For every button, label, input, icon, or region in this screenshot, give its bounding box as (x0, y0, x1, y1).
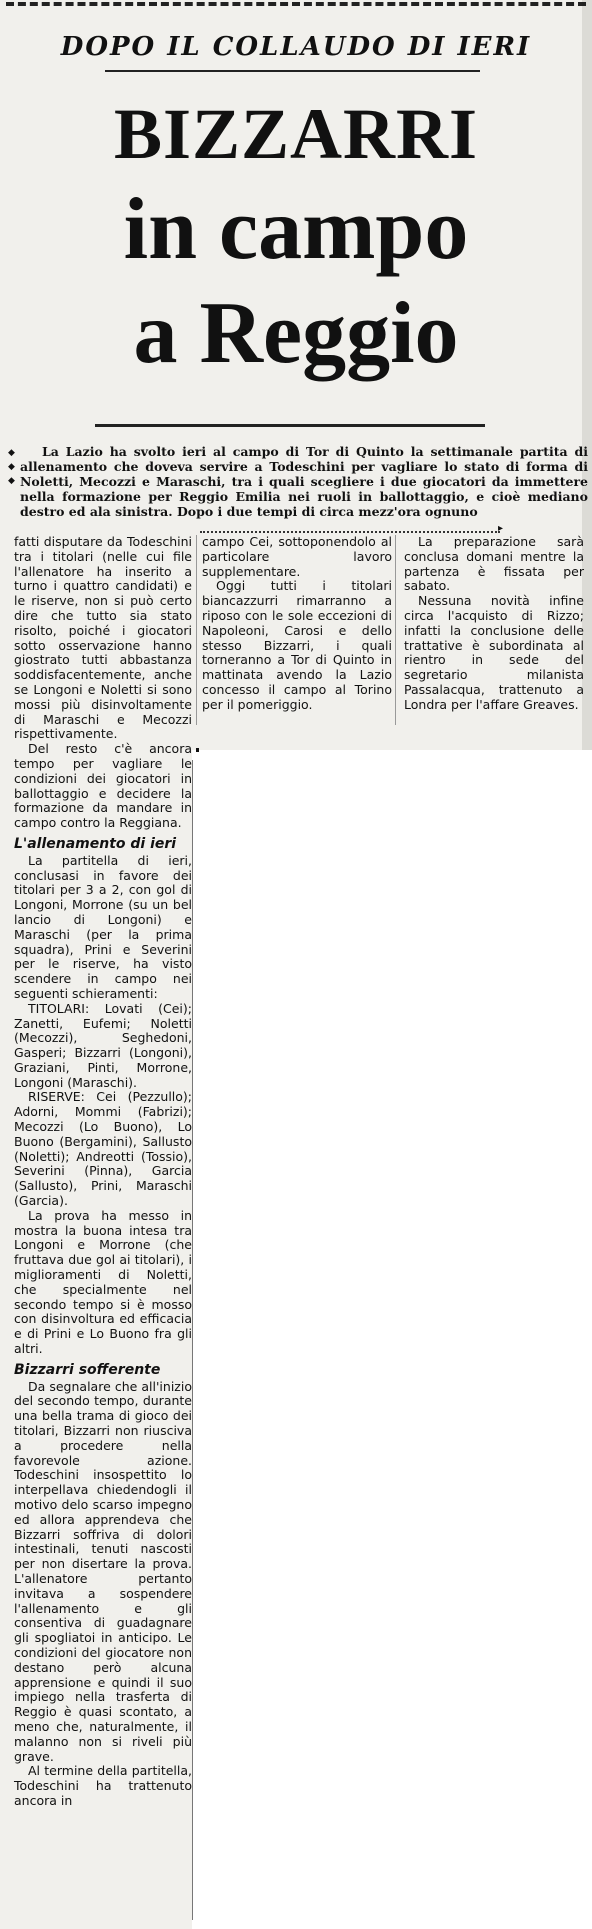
lede-text: La Lazio ha svolto ieri al campo di Tor di Quinto la settimanale partita di allenamento che doveva servire a Todeschini per vagliare lo stato di forma di Noletti, Mecozzi e Maraschi, tra i quali sceglierе i due giocatori da immettere nella formazione per Reggio Emilia nei ruoli in ballottaggio, e cioè mediano destro ed ala sinistra. Dopo i due tempi di circa mezz'ora ognuno (20, 444, 588, 519)
column-3 (404, 535, 584, 713)
body-paragraph: Del resto c'è ancora tempo per vagliare le condizioni dei giocatori in ballottaggio e decidere la formazione da mandare in campo contro la Reggiana. (14, 741, 192, 831)
column-2 (202, 535, 392, 713)
top-border-rule (6, 2, 586, 16)
body-paragraph: Oggi tutti i titolari biancazzurri rimarranno a riposo con le sole eccezioni di Napoleoni, Carosi e dello stesso Bizzarri, i quali torneranno a Tor di Quinto in mattinata avendo la Lazio concesso il campo al Torino per il pomeriggio. (202, 578, 392, 712)
headline-line-1: BIZZARRI (113, 94, 479, 174)
column-divider (196, 535, 197, 725)
headline (0, 90, 592, 386)
subheading: L'allenamento di ieri (14, 835, 177, 852)
continuation-arrow-icon: ▸ (498, 523, 504, 534)
body-paragraph: fatti disputare da Todeschini tra i titolari (nelle cui file l'allenatore ha inserito a turno i quattro candidati) e le riserve, non si può certo dire che tutto sia stato risolto, poiché i giocatori sotto osservazione hanno giostrato tutti abbastanza soddisfacentemente, anche se Longoni e Noletti si sono mossi più disinvoltamente di Maraschi e Mecozzi rispettivamente. (14, 534, 192, 742)
diamond-bullet-icon: ◆ (8, 462, 15, 472)
lineup-titolari: TITOLARI: Lovati (Cei); Zanetti, Eufemi; Noletti (Mecozzi), Seghedoni, Gasperi; Bizzarri (Longoni), Graziani, Pinti, Morrone, Longoni (Maraschi). (14, 1000, 192, 1090)
column-divider (395, 535, 396, 725)
column-mark (196, 748, 199, 752)
diamond-bullet-icon: ◆ (8, 476, 15, 486)
column-1 (14, 535, 192, 1809)
body-paragraph: La preparazione sarà conclusa domani mentre la partenza è fissata per sabato. (404, 534, 584, 594)
subheading: Bizzarri sofferente (14, 1361, 161, 1378)
body-paragraph: La partitella di ieri, conclusasi in favore dei titolari per 3 a 2, con gol di Longoni, Morrone (su un bel lancio di Longoni) e Maraschi (per la prima squadra), Prini e Severini per le riserve, ha visto scendere in campo nei seguenti schieramenti: (14, 852, 192, 1001)
headline-line-2: in campo (123, 181, 469, 278)
body-paragraph: Da segnalare che all'inizio del secondo tempo, durante una bella trama di gioco dei titolari, Bizzarri non riusciva a procedere nella favorevole azione. Todeschini insospettito lo interpellava chiedendogli il motivo delo scarso impegno ed allora apprendeva che Bizzarri soffriva di dolori intestinali, tenuti nascosti per non disertare la prova. L'allenatore pertanto invitava a sospendere l'allenamento e gli consentiva di guadagnare gli spogliatoi in anticipo. Le condizioni del giocatore non destano però alcuna apprensione e quindi il suo impiego nella trasferta di Reggio è quasi scontato, a meno che, naturalmente, il malanno non si riveli più grave. (14, 1378, 192, 1764)
body-paragraph: Al termine della partitella, Todeschini ha trattenuto ancora in (14, 1763, 192, 1808)
diamond-bullet-icon: ◆ (8, 448, 15, 458)
column-divider (192, 760, 193, 1920)
body-paragraph: Nessuna novità infine circa l'acquisto di Rizzo; infatti la conclusione delle trattative è subordinata al rientro in sede del segretario milanista Passalacqua, trattenuto a Londra per l'affare Greaves. (404, 593, 584, 712)
headline-rule (95, 424, 485, 427)
lineup-riserve: RISERVE: Cei (Pezzullo); Adorni, Mommi (Fabrizi); Mecozzi (Lo Buono), Lo Buono (Bergamini), Sallusto (Noletti); Andreotti (Tossio), Severini (Pinna), Garcia (Sallusto), Prini, Maraschi (Garcia). (14, 1089, 192, 1209)
kicker: DOPO IL COLLAUDO DI IERI (60, 32, 532, 62)
headline-line-3: a Reggio (133, 285, 459, 382)
body-paragraph: La prova ha messo in mostra la buona intesa tra Longoni e Morrone (che fruttava due gol ai titolari), i miglioramenti di Noletti, che specialmente nel secondo tempo si è mosso con disinvoltura ed efficacia e di Prini e Lo Buono fra gli altri. (14, 1207, 192, 1357)
body-paragraph: campo Cei, sottoponendolo al particolare lavoro supplementare. (202, 534, 392, 579)
lede-paragraph (20, 444, 588, 519)
kicker-rule (105, 70, 480, 72)
